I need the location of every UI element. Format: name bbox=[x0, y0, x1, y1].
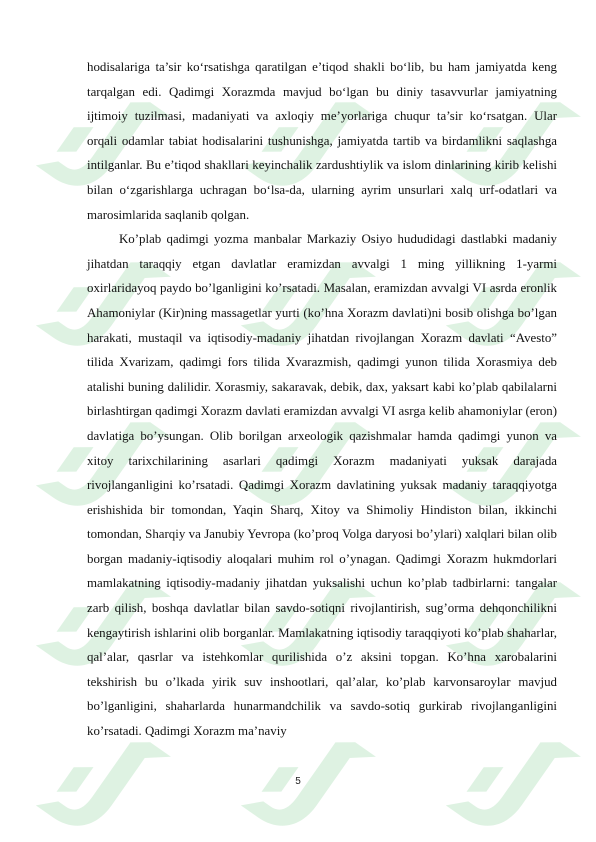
paragraph-2: Ko’plab qadimgi yozma manbalar Markaziy Osiyo hududidagi dastlabki madaniy jihatdan taraqqiy etgan davlatlar eramizdan avvalgi 1 ming yillikning 1-yarmi oxirlaridayoq paydo bo’lganligini ko’rsatadi. Masalan, eramizdan avvalgi VI asrda eronlik Ahamoniylar (Kir)ning massagetlar yurti (ko’hna Xorazm davlati)ni bosib olishga bo’lgan harakati, mustaqil va iqtisodiy-madaniy jihatdan rivojlangan Xorazm davlati “Avesto” tilida Xvarizam, qadimgi fors tilida Xvarazmish, qadimgi yunon tilida Xorasmiya deb atalishi buning dalilidir. Xorasmiy, sakaravak, debik, dax, yaksart kabi ko’plab qabilalarni birlashtirgan qadimgi Xorazm davlati eramizdan avvalgi VI asrga kelib ahamoniylar (eron) davlatiga bo’ysungan. Olib borilgan arxeologik qazishmalar hamda qadimgi yunon va xitoy tarixchilarining asarlari qadimgi Xorazm madaniyati yuksak darajada rivojlanganligini ko’rsatadi. Qadimgi Xorazm davlatining yuksak madaniy taraqqiyotga erishishida bir tomondan, Yaqin Sharq, Xitoy va Shimoliy Hindiston bilan, ikkinchi tomondan, Sharqiy va Janubiy Yevropa (ko’proq Volga daryosi bo’ylari) xalqlari bilan olib borgan madaniy-iqtisodiy aloqalari muhim rol o’ynagan. Qadimgi Xorazm hukmdorlari mamlakatning iqtisodiy-madaniy jihatdan yuksalishi uchun ko’plab tadbirlarni: tangalar zarb qilish, boshqa davlatlar bilan savdo-sotiqni rivojlantirish, sug’orma dehqonchilikni kengaytirish ishlarini olib borganlar. Mamlakatning iqtisodiy taraqqiyoti ko’plab shaharlar, qal’alar, qasrlar va istehkomlar qurilishida o’z aksini topgan. Ko’hna xarobalarini tekshirish bu o’lkada yirik suv inshootlari, qal’alar, ko’plab karvonsaroylar mavjud bo’lganligini, shaharlarda hunarmandchilik va savdo-sotiq gurkirab rivojlanganligini ko’rsatadi. Qadimgi Xorazm ma’naviy bbox=[87, 232, 557, 739]
paragraph-1: hodisalariga ta’sir ko‘rsatishga qaratilgan e’tiqod shakli bo‘lib, bu ham jamiyatda keng tarqalgan edi. Qadimgi Xorazmda mavjud bo‘lgan bu diniy tasavvurlar jamiyatning ijtimoiy tuzilmasi, madaniyati va axloqiy me’yorlariga chuqur ta’sir ko‘rsatgan. Ular orqali odamlar tabiat hodisalarini tushunishga, jamiyatda tartib va birdamlikni saqlashga intilganlar. Bu e’tiqod shakllari keyinchalik zardushtiylik va islom dinlarining kirib kelishi bilan o‘zgarishlarga uchragan bo‘lsa-da, ularning ayrim unsurlari xalq urf-odatlari va marosimlarida saqlanib qolgan. bbox=[87, 60, 557, 222]
page-text bbox=[87, 55, 557, 744]
page-number: 5 bbox=[295, 776, 301, 787]
